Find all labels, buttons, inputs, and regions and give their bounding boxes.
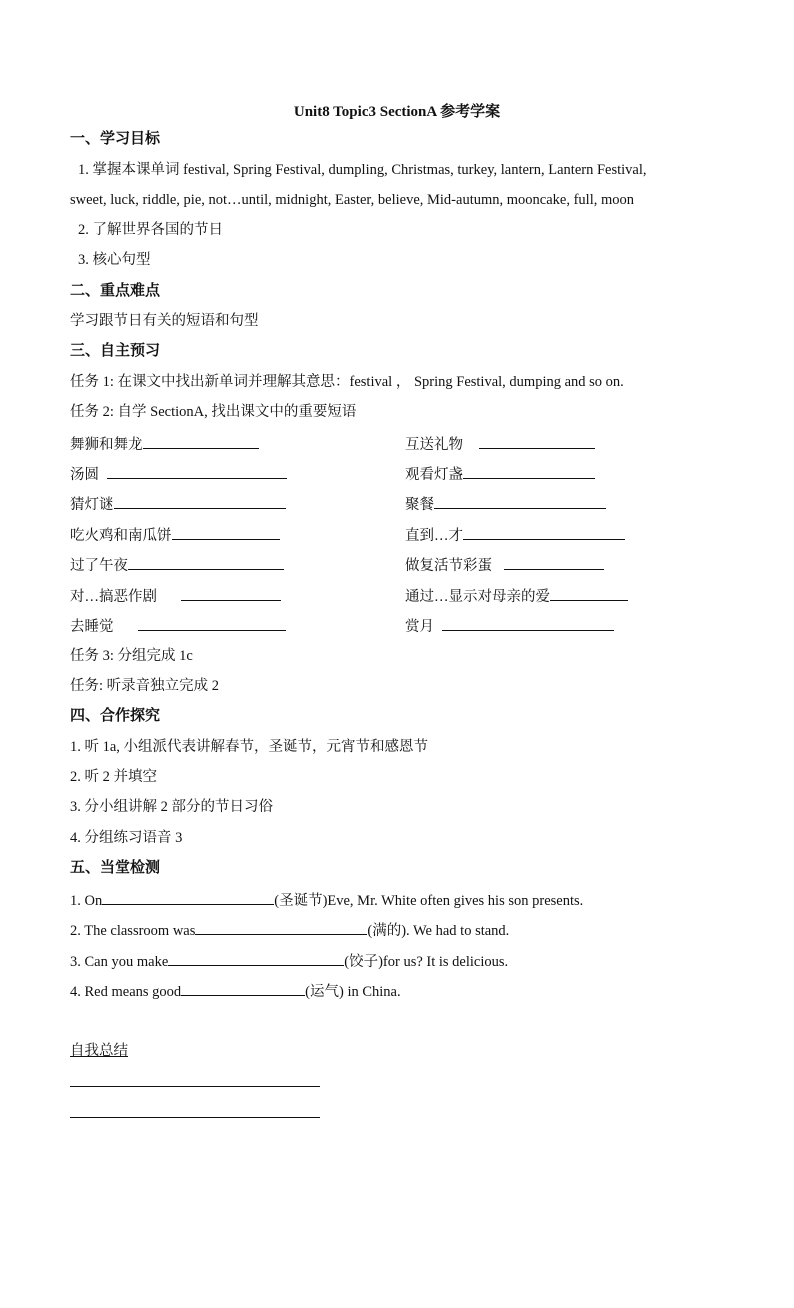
- phrase-right-2: 观看灯盏: [405, 464, 595, 484]
- explore-4: 4. 分组练习语音 3: [70, 830, 183, 846]
- phrase-left-1: 舞狮和舞龙: [70, 434, 259, 454]
- explore-3: 3. 分小组讲解 2 部分的节日习俗: [70, 799, 273, 815]
- phrase-right-1: 互送礼物: [405, 434, 595, 454]
- task-1: 任务 1: 在课文中找出新单词并理解其意思：festival ， Spring Festival, dumping and so on.: [70, 374, 624, 390]
- check-question-4: 4. Red means good (运气) in China.: [70, 981, 401, 1001]
- goal-2: 2. 了解世界各国的节日: [78, 222, 223, 238]
- summary-line-1: [70, 1086, 320, 1087]
- goal-3: 3. 核心句型: [78, 252, 151, 268]
- task-3: 任务 3: 分组完成 1c: [70, 648, 193, 664]
- phrase-left-6: 对…搞恶作剧: [70, 586, 281, 606]
- summary-heading: 自我总结: [70, 1043, 128, 1059]
- summary-line-2: [70, 1117, 320, 1118]
- phrase-left-3: 猜灯谜: [70, 494, 286, 514]
- check-question-1: 1. On (圣诞节)Eve, Mr. White often gives his son presents.: [70, 890, 583, 910]
- phrase-left-5: 过了午夜: [70, 555, 284, 575]
- difficulty-text: 学习跟节日有关的短语和句型: [70, 313, 259, 329]
- section-heading-preview: 三、自主预习: [70, 343, 161, 359]
- check-question-3: 3. Can you make (饺子)for us? It is delicious.: [70, 951, 508, 971]
- phrase-right-6: 通过…显示对母亲的爱: [405, 586, 628, 606]
- section-heading-goals: 一、学习目标: [70, 131, 161, 147]
- task-4: 任务: 听录音独立完成 2: [70, 678, 220, 694]
- page-title: Unit8 Topic3 SectionA 参考学案: [293, 104, 501, 120]
- phrase-left-2: 汤圆: [70, 464, 287, 484]
- phrase-right-7: 赏月: [405, 616, 614, 636]
- phrase-left-4: 吃火鸡和南瓜饼: [70, 525, 280, 545]
- task-2: 任务 2: 自学 SectionA, 找出课文中的重要短语: [70, 404, 357, 420]
- phrase-right-3: 聚餐: [405, 494, 606, 514]
- explore-1: 1. 听 1a, 小组派代表讲解春节，圣诞节，元宵节和感恩节: [70, 739, 429, 755]
- section-heading-explore: 四、合作探究: [70, 708, 161, 724]
- phrase-left-7: 去睡觉: [70, 616, 286, 636]
- check-question-2: 2. The classroom was (满的). We had to stand.: [70, 920, 509, 940]
- explore-2: 2. 听 2 并填空: [70, 769, 157, 785]
- section-heading-difficulty: 二、重点难点: [70, 283, 161, 299]
- section-heading-check: 五、当堂检测: [70, 860, 161, 876]
- goal-1-line-b: sweet, luck, riddle, pie, not…until, midnight, Easter, believe, Mid-autumn, mooncake, full, moon: [70, 192, 634, 208]
- phrase-right-5: 做复活节彩蛋: [405, 555, 604, 575]
- goal-1-line-a: 1. 掌握本课单词 festival, Spring Festival, dumpling, Christmas, turkey, lantern, Lantern Festival,: [78, 162, 647, 178]
- phrase-right-4: 直到…才: [405, 525, 625, 545]
